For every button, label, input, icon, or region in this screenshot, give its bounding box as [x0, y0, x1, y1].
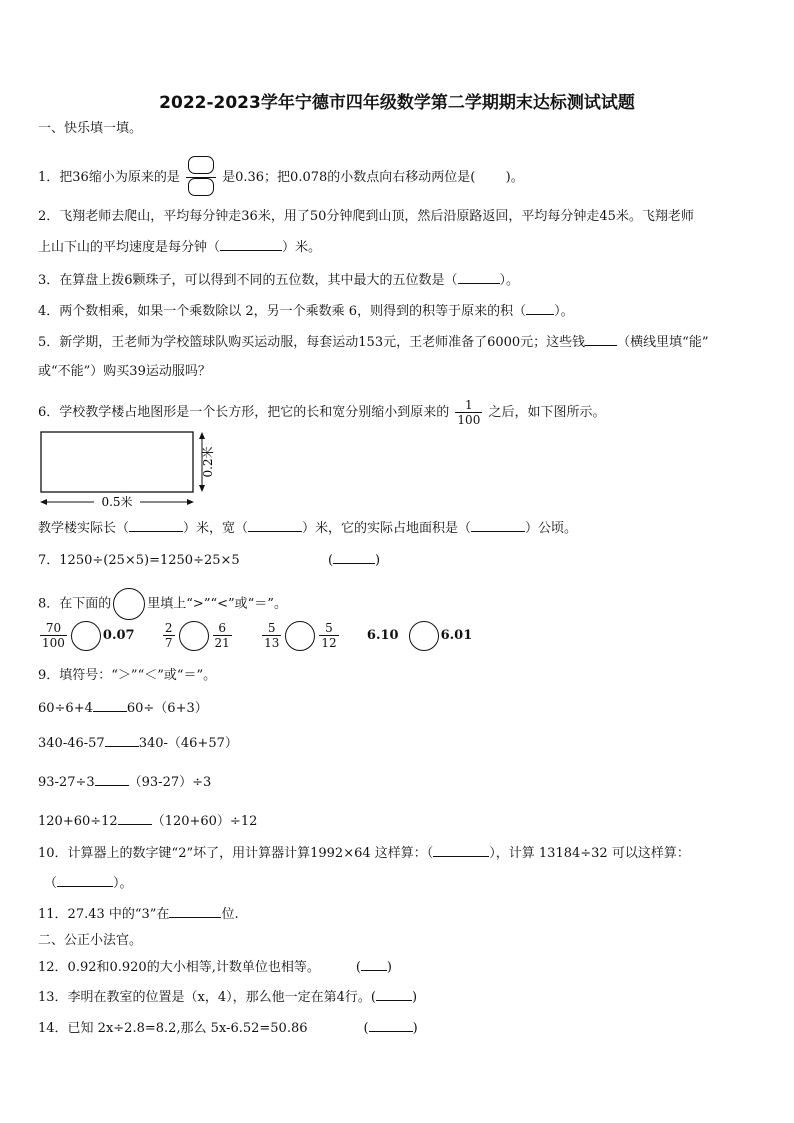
- q8-item2-right: $\frac{6}{21}$: [214, 621, 230, 650]
- question-8: [38, 588, 287, 620]
- q1-text-c: )。: [505, 170, 524, 185]
- q6-ans-text-b: ）米，宽（: [183, 521, 249, 536]
- q6-ans-text-d: ）公顷。: [525, 521, 578, 536]
- page-title: 2022-2023学年宁德市四年级数学第二学期期末达标测试试题: [159, 93, 635, 113]
- question-2-line-1: 2．飞翔老师去爬山，平均每分钟走36米，用了50分钟爬到山顶，然后沿原路返回，平均每分钟走45米。飞翔老师: [38, 209, 694, 224]
- q6-fraction: $\frac{1}{100}$: [457, 398, 481, 427]
- q7-text: 7．1250÷(25×5)=1250÷25×5: [38, 553, 240, 568]
- q8-item4-circle[interactable]: [409, 621, 439, 651]
- q8-item3-circle[interactable]: [285, 621, 315, 651]
- q9-row2-blank[interactable]: [105, 734, 139, 747]
- q7-answer-blank[interactable]: [333, 551, 375, 564]
- q8-item4-left: 6.10: [366, 628, 399, 643]
- arrowhead-right: [187, 499, 194, 505]
- q4-text-a: 4．两个数相乘，如果一个乘数除以 2，另一个乘数乘 6，则得到的积等于原来的积（: [38, 304, 527, 319]
- q8-item1-circle[interactable]: [71, 621, 101, 651]
- question-10-line-1: 10．计算器上的数字键“2”坏了，用计算器计算1992×64 这样算：（ ），计算 13184÷32 可以这样算：: [38, 846, 690, 861]
- rectangle-diagram: [36, 428, 226, 512]
- question-3: [38, 271, 519, 290]
- question-6: [38, 398, 605, 427]
- q9-row-4: 120+60÷12 （120+60）÷12: [38, 814, 258, 829]
- q12-answer-blank[interactable]: [361, 958, 387, 971]
- q6-text-b: 之后，如下图所示。: [488, 405, 606, 420]
- question-1: [38, 156, 524, 199]
- q3-text-b: ）。: [499, 273, 520, 288]
- question-10-line-2: （ ）。: [44, 876, 133, 891]
- question-12: 12．0.92和0.920的大小相等,计数单位也相等。 ( ): [38, 960, 392, 975]
- q5-text-a: 5．新学期，王老师为学校篮球队购买运动服，每套运动153元，王老师准备了6000元；这些钱: [38, 335, 586, 350]
- q8-text-b: 里填上“>”“<”或“＝”。: [147, 596, 287, 612]
- question-4: [38, 302, 574, 321]
- q6-ans-text-a: 教学楼实际长（: [38, 521, 130, 536]
- q3-text-a: 3．在算盘上拨6颗珠子，可以得到不同的五位数，其中最大的五位数是（: [38, 273, 458, 288]
- q2-answer-blank[interactable]: [220, 238, 282, 251]
- question-6-answer-line: [38, 519, 577, 538]
- question-11: 11．27.43 中的“3”在 位.: [38, 907, 239, 922]
- q8-example-circle: [113, 588, 145, 620]
- q6-ans-text-c: ）米，它的实际占地面积是（: [302, 521, 472, 536]
- arrowhead-up: [199, 432, 205, 439]
- q8-item2-left: $\frac{2}{7}$: [164, 621, 173, 650]
- rectangle-shape: [41, 432, 193, 492]
- q9-row-2: 340-46-57 340-（46+57）: [38, 736, 238, 751]
- question-9-heading: 9．填符号：“＞”“＜”或“＝”。: [38, 668, 217, 683]
- question-7: 7．1250÷(25×5)=1250÷25×5 ( ): [38, 553, 381, 568]
- q9-row3-blank[interactable]: [95, 773, 129, 786]
- q6-text-a: 6．学校教学楼占地图形是一个长方形，把它的长和宽分别缩小到原来的: [38, 405, 450, 420]
- q10-blank-2[interactable]: [57, 874, 113, 887]
- q1-text-b: 是0.36；把0.078的小数点向右移动两位是(: [222, 170, 476, 185]
- question-5-line-1: [38, 333, 708, 352]
- q6-width-blank[interactable]: [248, 519, 302, 532]
- q5-text-b: （横线里填“能”: [617, 335, 709, 350]
- arrowhead-left: [40, 499, 47, 505]
- q4-text-b: ）。: [554, 304, 574, 319]
- q6-length-blank[interactable]: [129, 519, 183, 532]
- q1-blank-fraction[interactable]: [186, 156, 216, 199]
- width-label: 0.2米: [201, 446, 215, 478]
- q10-blank-1[interactable]: [433, 844, 489, 857]
- q6-area-blank[interactable]: [471, 519, 525, 532]
- question-13: 13．李明在教室的位置是（x，4），那么他一定在第4行。( ): [38, 990, 418, 1005]
- length-label: 0.5米: [101, 495, 133, 509]
- q14-answer-blank[interactable]: [369, 1019, 413, 1032]
- q8-item2-circle[interactable]: [179, 621, 209, 651]
- q8-item1-left: $\frac{70}{100}$: [42, 621, 65, 650]
- q1-answer-blank[interactable]: [479, 169, 501, 181]
- q8-item3-right: $\frac{5}{12}$: [321, 621, 337, 650]
- q9-row1-blank[interactable]: [93, 699, 127, 712]
- q8-text-a: 8．在下面的: [38, 596, 112, 612]
- q8-item4-right: 6.01: [440, 628, 473, 643]
- q4-answer-blank[interactable]: [526, 302, 554, 315]
- arrowhead-down: [199, 485, 205, 492]
- q2-text-a: 上山下山的平均速度是每分钟（: [38, 240, 221, 255]
- q2-text-b: ）米。: [282, 240, 322, 255]
- q11-answer-blank[interactable]: [169, 905, 221, 918]
- q8-comparison-row: [38, 620, 472, 654]
- q3-answer-blank[interactable]: [458, 271, 500, 284]
- section-one-heading: 一、快乐填一填。: [38, 121, 143, 136]
- question-5-line-2: 或“不能”）购买39运动服吗？: [38, 364, 211, 379]
- question-2-line-2: [38, 238, 321, 257]
- q8-item1-right: 0.07: [102, 628, 135, 643]
- q1-text-a: 1．把36缩小为原来的是: [38, 170, 180, 185]
- q9-row4-blank[interactable]: [118, 812, 152, 825]
- q8-item3-left: $\frac{5}{13}$: [264, 621, 280, 650]
- q9-row-3: 93-27÷3 （93-27）÷3: [38, 775, 212, 790]
- q5-answer-blank[interactable]: [585, 333, 617, 346]
- q13-answer-blank[interactable]: [376, 988, 412, 1001]
- section-two-heading: 二、公正小法官。: [38, 933, 143, 948]
- question-14: 14．已知 2x÷2.8=8.2,那么 5x-6.52=50.86 ( ): [38, 1021, 418, 1036]
- q9-row-1: 60÷6+4 60÷（6+3）: [38, 701, 208, 716]
